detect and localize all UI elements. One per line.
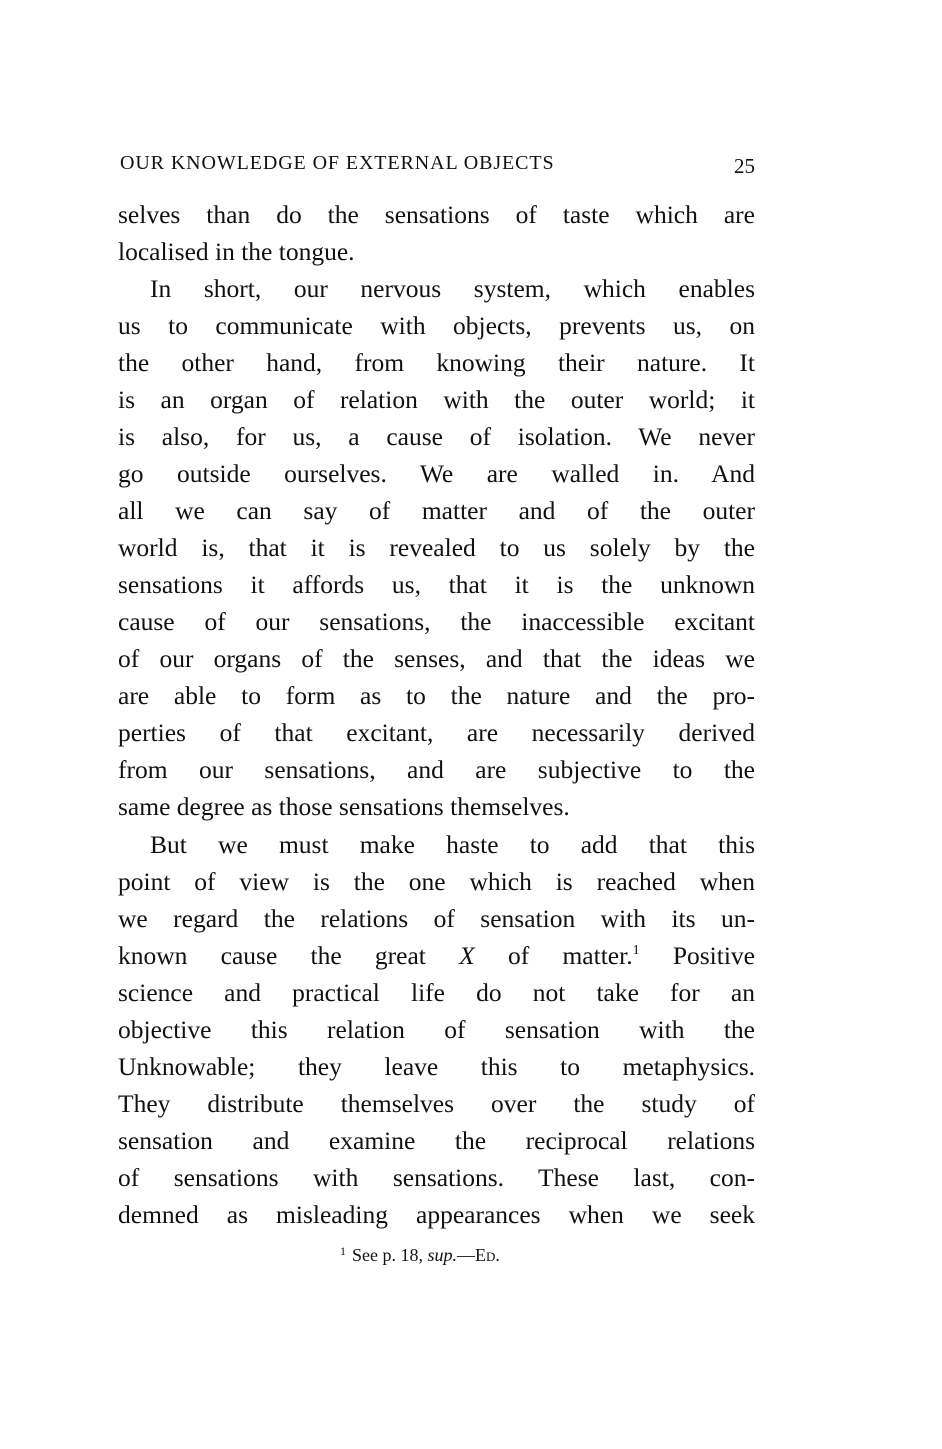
text-line: demned as misleading appearances when we seek: [118, 1200, 755, 1229]
footnote-reference[interactable]: 1: [632, 943, 640, 958]
text-line: are able to form as to the nature and the pro-: [118, 681, 755, 710]
running-head: [118, 148, 755, 180]
text-line: science and practical life do not take for an: [118, 978, 755, 1007]
text-line: from our sensations, and are subjective to the: [118, 755, 755, 784]
text-line: all we can say of matter and of the outer: [118, 496, 755, 525]
text-line: cause of our sensations, the inaccessible excitant: [118, 607, 755, 636]
text-line: sensation and examine the reciprocal relations: [118, 1126, 755, 1155]
running-head-title: OUR KNOWLEDGE OF EXTERNAL OBJECTS: [120, 152, 555, 174]
text-line: the other hand, from knowing their nature. It: [118, 348, 755, 377]
text-line: world is, that it is revealed to us solely by the: [118, 533, 755, 562]
text-line: Unknowable; they leave this to metaphysics.: [118, 1052, 755, 1081]
text-line: we regard the relations of sensation with its un-: [118, 904, 755, 933]
paragraph-start-line: But we must make haste to add that this: [150, 830, 755, 859]
text-line: They distribute themselves over the study of: [118, 1089, 755, 1118]
text-line: selves than do the sensations of taste which are: [118, 200, 755, 229]
text-line: point of view is the one which is reached when: [118, 867, 755, 896]
footnote: $^1$ See p. 18, sup.—Ed.: [340, 1244, 500, 1265]
text-line: is also, for us, a cause of isolation. We never: [118, 422, 755, 451]
text-line: same degree as those sensations themselves.: [118, 792, 570, 821]
text-line: go outside ourselves. We are walled in. And: [118, 459, 755, 488]
text-line: us to communicate with objects, prevents us, on: [118, 311, 755, 340]
text-line: objective this relation of sensation with the: [118, 1015, 755, 1044]
text-line: of sensations with sensations. These last, con-: [118, 1163, 755, 1192]
footnote-italic: sup.: [427, 1245, 458, 1265]
text-line: sensations it affords us, that it is the unknown: [118, 570, 755, 599]
text-line: localised in the tongue.: [118, 237, 355, 266]
text-line: of our organs of the senses, and that the ideas we: [118, 644, 755, 673]
text-line: is an organ of relation with the outer world; it: [118, 385, 755, 414]
text-line-with-footnote-ref: known cause the great X of matter.$^1$ Positive: [118, 941, 756, 970]
paragraph-start-line: In short, our nervous system, which enables: [150, 274, 755, 303]
text-line: perties of that excitant, are necessarily derived: [118, 718, 755, 747]
footnote-marker: 1: [340, 1244, 346, 1258]
italic-variable-x: X: [459, 941, 475, 970]
page-number: 25: [734, 154, 755, 178]
footnote-editor: Ed.: [475, 1245, 500, 1265]
